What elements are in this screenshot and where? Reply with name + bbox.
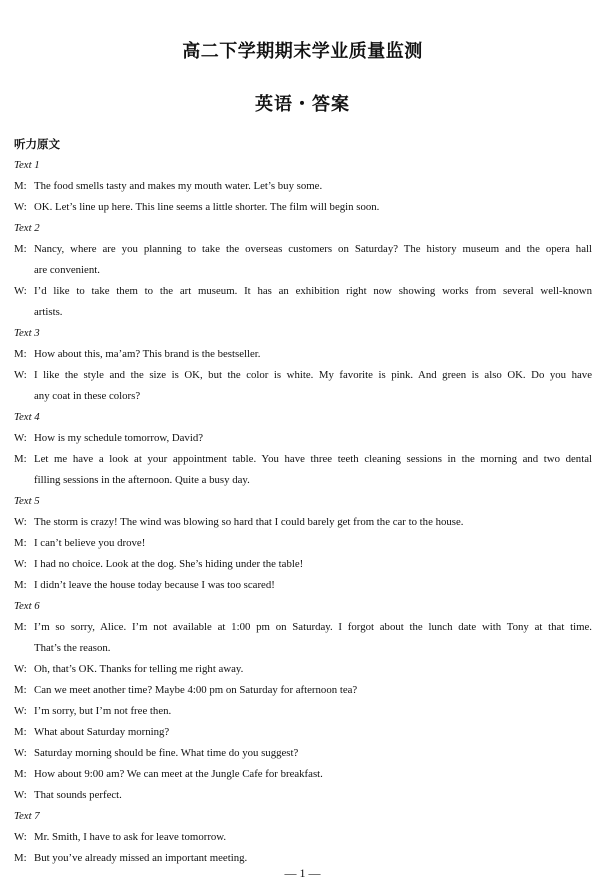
- dialogue-text: I had no choice. Look at the dog. She’s hiding under the table!: [34, 558, 304, 570]
- dialogue-line: [14, 365, 592, 407]
- dialogue-line: [14, 512, 592, 533]
- text-label: Text 1: [14, 159, 40, 171]
- speaker-label: M:: [14, 453, 27, 465]
- speaker-label: W:: [14, 663, 27, 675]
- dialogue-text: I like the style and the size is OK, but the color is white. My favorite is pink. And green is also OK. Do you have: [34, 369, 592, 381]
- dialogue-line: [14, 428, 592, 449]
- dialogue-line: [14, 344, 592, 365]
- dialogue-text: I can’t believe you drove!: [34, 537, 146, 549]
- dialogue-line: [14, 764, 592, 785]
- dialogue-line: [14, 239, 592, 281]
- speaker-label: M:: [14, 852, 27, 864]
- speaker-label: W:: [14, 831, 27, 843]
- dialogue-line: [14, 197, 592, 218]
- speaker-label: M:: [14, 621, 27, 633]
- dialogue-line: [14, 722, 592, 743]
- dialogue-text: Nancy, where are you planning to take the overseas customers on Saturday? The history museum and the opera hall: [34, 243, 592, 255]
- dialogue-text: How about this, ma’am? This brand is the bestseller.: [34, 348, 261, 360]
- dialogue-line: [14, 680, 592, 701]
- speaker-label: M:: [14, 579, 27, 591]
- dialogue-line: [14, 785, 592, 806]
- dialogue-text: I’d like to take them to the art museum. It has an exhibition right now showing works from several well-known: [34, 285, 592, 297]
- dialogue-text: The storm is crazy! The wind was blowing so hard that I could barely get from the car to the house.: [34, 516, 464, 528]
- dialogue-line: [14, 827, 592, 848]
- dialogue-text: I didn’t leave the house today because I was too scared!: [34, 579, 275, 591]
- dialogue-text-continued: artists.: [34, 306, 63, 318]
- speaker-label: M:: [14, 726, 27, 738]
- dialogue-line: [14, 176, 592, 197]
- dialogue-text: The food smells tasty and makes my mouth water. Let’s buy some.: [34, 180, 323, 192]
- dialogue-text-continued: any coat in these colors?: [34, 390, 141, 402]
- text-label: Text 6: [14, 600, 40, 612]
- dialogue-line: [14, 449, 592, 491]
- speaker-label: M:: [14, 537, 27, 549]
- speaker-label: W:: [14, 747, 27, 759]
- dialogue-line: [14, 659, 592, 680]
- speaker-label: M:: [14, 768, 27, 780]
- speaker-label: W:: [14, 516, 27, 528]
- speaker-label: W:: [14, 705, 27, 717]
- dialogue-text: I’m so sorry, Alice. I’m not available at 1:00 pm on Saturday. I forgot about the lunch date with Tony at that time.: [34, 621, 592, 633]
- dialogue-text-continued: That’s the reason.: [34, 642, 111, 654]
- dialogue-text: Can we meet another time? Maybe 4:00 pm on Saturday for afternoon tea?: [34, 684, 358, 696]
- dialogue-line: [14, 743, 592, 764]
- text-label: Text 2: [14, 222, 40, 234]
- speaker-label: M:: [14, 348, 27, 360]
- dialogue-line: [14, 701, 592, 722]
- speaker-label: M:: [14, 180, 27, 192]
- dialogue-text: How is my schedule tomorrow, David?: [34, 432, 204, 444]
- dialogue-line: [14, 281, 592, 323]
- speaker-label: W:: [14, 285, 27, 297]
- speaker-label: W:: [14, 369, 27, 381]
- speaker-label: W:: [14, 432, 27, 444]
- dialogue-text: What about Saturday morning?: [34, 726, 170, 738]
- dialogue-line: [14, 575, 592, 596]
- section-heading: 听力原文: [14, 137, 60, 151]
- dialogue-text: Mr. Smith, I have to ask for leave tomorrow.: [34, 831, 227, 843]
- text-label: Text 5: [14, 495, 40, 507]
- text-label: Text 7: [14, 810, 40, 822]
- transcript-body: [14, 155, 592, 869]
- dialogue-text: How about 9:00 am? We can meet at the Jungle Cafe for breakfast.: [34, 768, 323, 780]
- speaker-label: W:: [14, 789, 27, 801]
- dialogue-text-continued: are convenient.: [34, 264, 100, 276]
- dialogue-line: [14, 617, 592, 659]
- page-number: — 1 —: [284, 866, 321, 880]
- speaker-label: M:: [14, 684, 27, 696]
- dialogue-text: But you’ve already missed an important meeting.: [34, 852, 248, 864]
- dialogue-line: [14, 554, 592, 575]
- page-subtitle: 英语・答案: [255, 94, 350, 115]
- dialogue-text: I’m sorry, but I’m not free then.: [34, 705, 172, 717]
- page-title: 高二下学期期末学业质量监测: [182, 41, 423, 62]
- text-label: Text 3: [14, 327, 40, 339]
- dialogue-text: Saturday morning should be fine. What time do you suggest?: [34, 747, 299, 759]
- dialogue-text: That sounds perfect.: [34, 789, 122, 801]
- text-label: Text 4: [14, 411, 40, 423]
- dialogue-line: [14, 533, 592, 554]
- speaker-label: W:: [14, 558, 27, 570]
- dialogue-text-continued: filling sessions in the afternoon. Quite a busy day.: [34, 474, 250, 486]
- speaker-label: M:: [14, 243, 27, 255]
- speaker-label: W:: [14, 201, 27, 213]
- dialogue-text: Oh, that’s OK. Thanks for telling me right away.: [34, 663, 244, 675]
- dialogue-text: OK. Let’s line up here. This line seems a little shorter. The film will begin soon.: [34, 201, 380, 213]
- dialogue-text: Let me have a look at your appointment table. You have three teeth cleaning sessions in the morning and two dental: [34, 453, 592, 465]
